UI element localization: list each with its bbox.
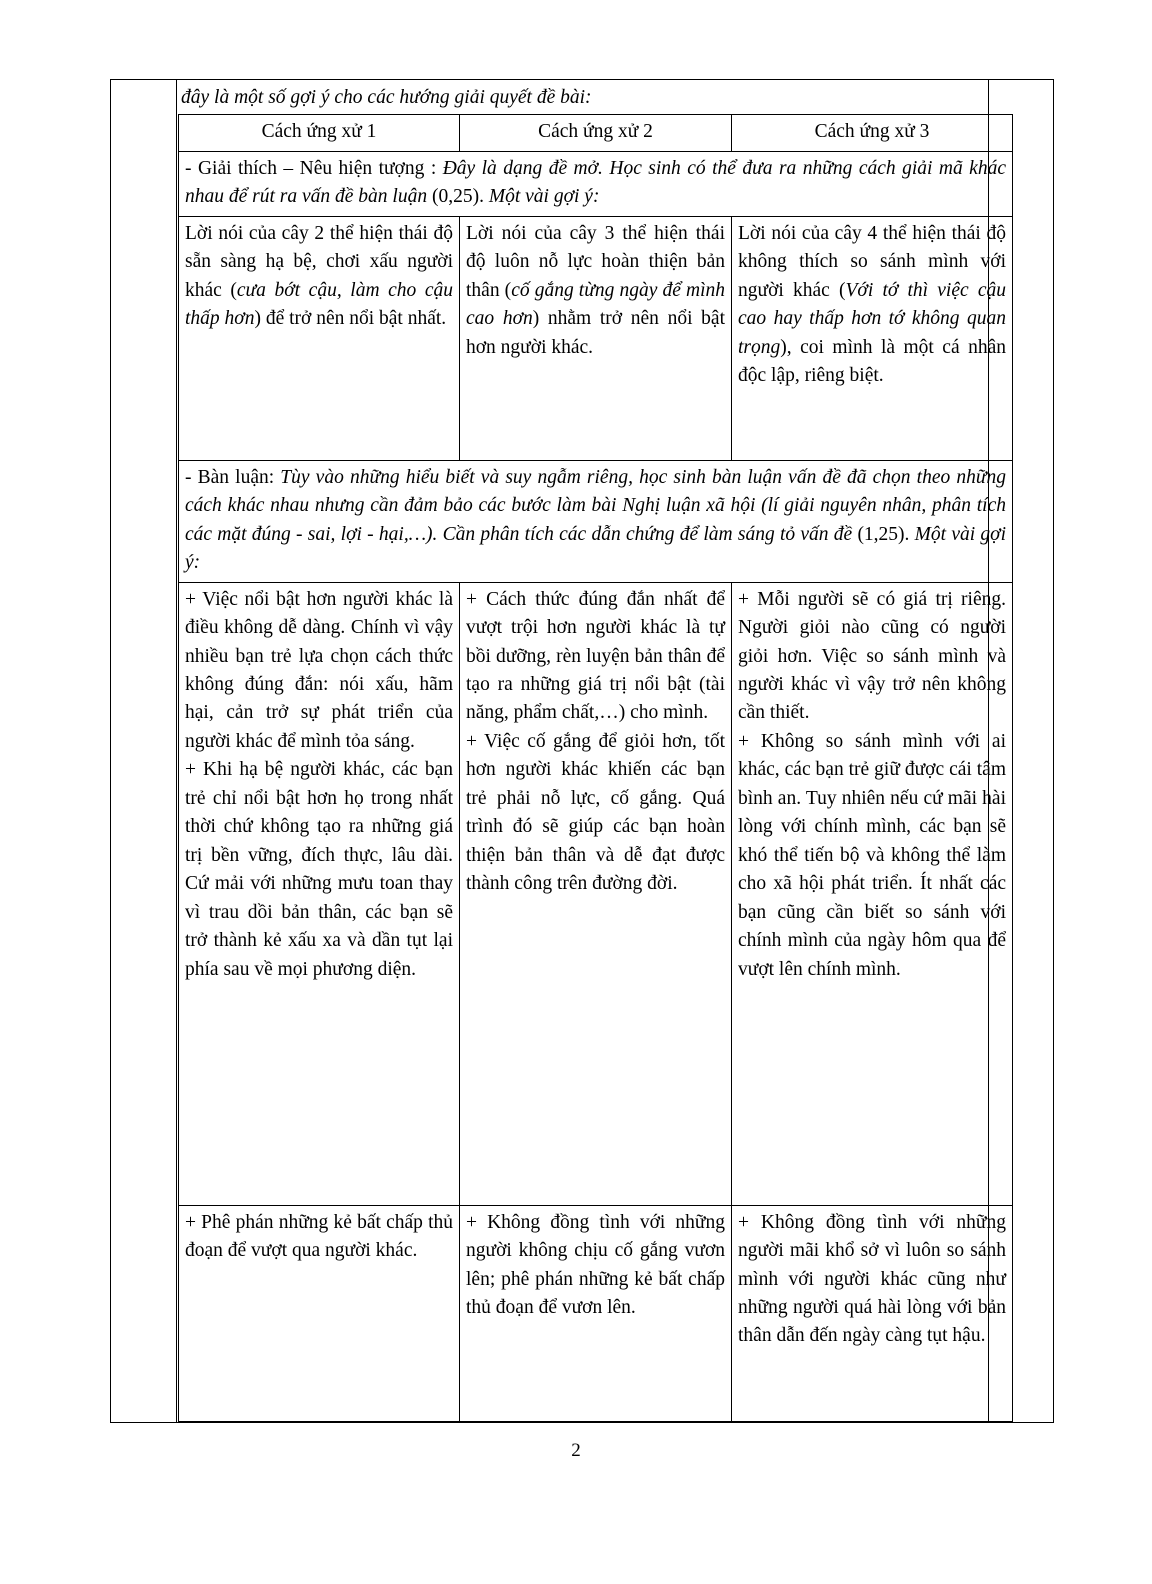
speech-cell-2	[460, 216, 732, 460]
discussion-tail: Một vài gợi ý:	[185, 523, 1006, 574]
left-gutter-cell	[111, 80, 177, 1423]
explanation-score: (0,25).	[431, 186, 484, 208]
discussion-cell	[179, 460, 1013, 582]
explanation-lead: - Giải thích – Nêu hiện tượng :	[185, 157, 443, 179]
speech-1-part1: Lời nói của cây 2 thể hiện thái độ sẵn sàng hạ bệ, chơi xấu người khác (	[185, 222, 453, 301]
content-cell	[177, 80, 1007, 1423]
column-header-2: Cách ứng xử 2	[460, 115, 732, 151]
table-header-row	[179, 115, 1013, 151]
speech-3-part2: ), coi mình là một cá nhân độc lập, riêng biệt.	[738, 336, 1006, 387]
outer-row	[111, 80, 1054, 1423]
speech-cell-1	[179, 216, 460, 460]
main-3-para-2: + Không so sánh mình với ai khác, các bạn trẻ giữ được cái tâm bình an. Tuy nhiên nếu cứ mãi hài lòng với chính mình, các bạn sẽ khó thể tiến bộ và không thể làm cho xã hội phát triển. Ít nhất các bạn cũng cần biết so sánh với chính mình của ngày hôm qua để vượt lên chính mình.	[738, 730, 1006, 980]
criticism-cell-2: + Không đồng tình với những người không chịu cố gắng vươn lên; phê phán những kẻ bất chấp thủ đoạn để vươn lên.	[460, 1205, 732, 1421]
explanation-row	[179, 151, 1013, 216]
explanation-cell	[179, 151, 1013, 216]
speech-1-part2: ) để trở nên nổi bật nhất.	[254, 308, 447, 330]
speech-2-part1: Lời nói của cây 3 thể hiện thái độ luôn nỗ lực hoàn thiện bản thân (	[466, 222, 725, 301]
criticism-cell-1: + Phê phán những kẻ bất chấp thủ đoạn để vượt qua người khác.	[179, 1205, 460, 1421]
answer-guide-table	[178, 114, 1013, 1421]
explanation-tail: Một vài gợi ý:	[483, 186, 600, 208]
speech-3-part1: Lời nói của cây 4 thể hiện thái độ không thích so sánh mình với người khác (	[738, 222, 1006, 301]
main-2-para-1: + Cách thức đúng đắn nhất để vượt trội hơn người khác là tự bồi dưỡng, rèn luyện bản thân để tạo ra những giá trị nổi bật (tài năng, phẩm chất,…) cho mình.	[466, 588, 725, 724]
speech-1-quote: cưa bớt cậu, làm cho cậu thấp hơn	[185, 279, 453, 330]
speech-2-part2: ) nhằm trở nên nổi bật hơn người khác.	[466, 308, 726, 358]
column-header-1: Cách ứng xử 1	[179, 115, 460, 151]
main-1-para-1: + Việc nổi bật hơn người khác là điều không dễ dàng. Chính vì vậy nhiều bạn trẻ lựa chọn cách thức không đúng đắn: nói xấu, hãm hại, cản trở sự phát triển của người khác để mình tỏa sáng.	[185, 588, 453, 752]
main-cell-1	[179, 582, 460, 1205]
main-1-para-2: + Khi hạ bệ người khác, các bạn trẻ chỉ nổi bật hơn họ trong nhất thời chứ không tạo ra những giá trị bền vững, đích thực, lâu dài. Cứ mải với những mưu toan thay vì trau dồi bản thân, các bạn sẽ trở thành kẻ xấu xa và dần tụt lại phía sau về mọi phương diện.	[185, 759, 453, 980]
criticism-cell-3: + Không đồng tình với những người mãi khổ sở vì luôn so sánh mình với người khác cũng như những người quá hài lòng với bản thân dẫn đến ngày càng tụt hậu.	[732, 1205, 1013, 1421]
main-3-para-1: + Mỗi người sẽ có giá trị riêng. Người giỏi nào cũng có người giỏi hơn. Việc so sánh mình và người khác vì vậy trở nên không cần thiết.	[738, 588, 1006, 724]
discussion-italic: Tùy vào những hiểu biết và suy ngẫm riêng, học sinh bàn luận vấn đề đã chọn theo những cách khác nhau nhưng cần đảm bảo các bước làm bài Nghị luận xã hội (lí giải nguyên nhân, phân tích các mặt đúng - sai, lợi - hại,…). Cần phân tích các dẫn chứng để làm sáng tỏ vấn đề	[185, 466, 1007, 545]
main-argument-row	[179, 582, 1013, 1205]
intro-line: đây là một số gợi ý cho các hướng giải quyết đề bài:	[181, 87, 592, 108]
page-number: 2	[571, 1440, 581, 1461]
explanation-italic: Đây là dạng đề mở. Học sinh có thể đưa ra những cách giải mã khác nhau để rút ra vấn đề bàn luận	[185, 157, 1006, 208]
discussion-lead: - Bàn luận:	[185, 466, 281, 488]
speech-cell-3	[732, 216, 1013, 460]
speech-2-quote: cố gắng từng ngày để mình cao hơn	[466, 279, 725, 330]
main-2-para-2: + Việc cố gắng để giỏi hơn, tốt hơn người khác khiến các bạn trẻ phải nỗ lực, cố gắng. Quá trình đó sẽ giúp các bạn hoàn thiện bản thân và dễ đạt được thành công trên đường đời.	[466, 730, 725, 895]
discussion-score: (1,25).	[857, 523, 910, 545]
main-cell-3	[732, 582, 1013, 1205]
outer-frame-table	[110, 79, 1054, 1423]
criticism-row	[179, 1205, 1013, 1421]
main-cell-2	[460, 582, 732, 1205]
column-header-3: Cách ứng xử 3	[732, 115, 1013, 151]
speech-3-quote: Với tớ thì việc cậu cao hay thấp hơn tớ không quan trọng	[738, 279, 1007, 358]
speech-row	[179, 216, 1013, 460]
discussion-row	[179, 460, 1013, 582]
